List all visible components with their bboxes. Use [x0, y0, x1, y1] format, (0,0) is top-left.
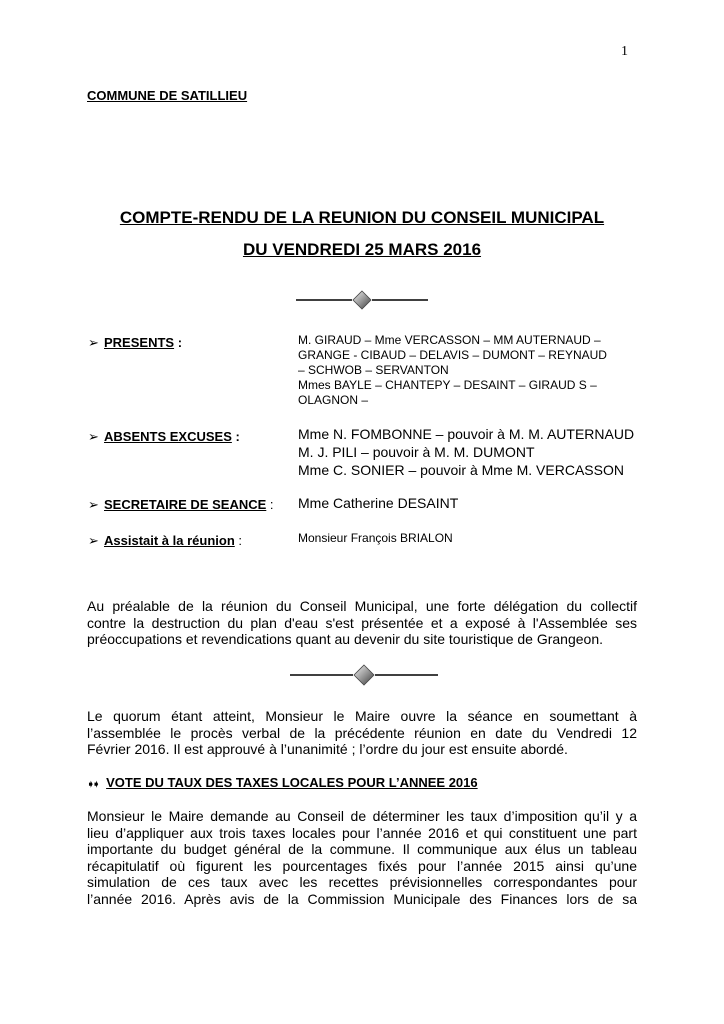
intro-paragraph	[87, 598, 637, 648]
paragraph-line: préoccupations et revendications quant au devenir du site touristique de Grangeon.	[87, 631, 604, 647]
secretaire-value: Mme Catherine DESAINT	[298, 495, 459, 511]
presents-line: M. GIRAUD – Mme VERCASSON – MM AUTERNAUD –	[298, 333, 601, 347]
paragraph-line: l’assemblée le procès verbal de la précédente réunion en date du Vendredi 12	[87, 724, 637, 741]
ornament-divider	[294, 290, 430, 310]
paragraph-line: Monsieur le Maire demande au Conseil de déterminer les taux d’imposition qu’il y a	[87, 808, 637, 824]
paragraph-line: récapitulatif où figurent les pourcentages fixés pour l’année 2015 ainsi qu’une	[87, 857, 637, 874]
paragraph-line: l’année 2016. Après avis de la Commission Municipale des Finances lors de sa	[87, 890, 637, 907]
paragraph-line: Au préalable de la réunion du Conseil Municipal, une forte délégation du collectif	[87, 598, 637, 614]
secretaire-label	[88, 497, 274, 513]
title-line-2: DU VENDREDI 25 MARS 2016	[242, 240, 482, 259]
paragraph-line: contre la destruction du plan d'eau s'est présentée et a exposé à l'Assemblée ses	[87, 614, 637, 631]
arrow-bullet-icon: ➢	[88, 533, 99, 548]
paragraph-line: Février 2016. Il est approuvé à l’unanimité ; l’ordre du jour est ensuite abordé.	[87, 741, 568, 757]
absents-line: Mme C. SONIER – pouvoir à Mme M. VERCASSON	[298, 462, 624, 478]
double-arrow-bullet-icon: ➧➧	[87, 779, 99, 789]
taxes-paragraph	[87, 808, 637, 907]
paragraph-line: importante du budget général de la commune. Il communique aux élus un tableau	[87, 841, 637, 857]
paragraph-line: Le quorum étant atteint, Monsieur le Maire ouvre la séance en soumettant à	[87, 708, 637, 724]
quorum-paragraph	[87, 708, 637, 758]
presents-line: OLAGNON –	[298, 393, 369, 407]
presents-label-text: PRESENTS	[104, 335, 175, 350]
arrow-bullet-icon: ➢	[88, 335, 99, 350]
page-number: 1	[621, 44, 628, 59]
absents-line: M. J. PILI – pouvoir à M. M. DUMONT	[298, 444, 535, 460]
absents-label-suffix: :	[231, 429, 240, 444]
secretaire-label-suffix: :	[266, 497, 274, 512]
absents-list	[298, 425, 634, 479]
presents-line: Mmes BAYLE – CHANTEPY – DESAINT – GIRAUD S –	[298, 378, 597, 392]
assistait-label-text: Assistait à la réunion	[104, 533, 235, 548]
paragraph-line: simulation de ces taux avec les recettes prévisionnelles correspondantes pour	[87, 874, 637, 890]
absents-label-text: ABSENTS EXCUSES	[104, 429, 232, 444]
section-heading	[87, 775, 478, 790]
title-line-1: COMPTE-RENDU DE LA REUNION DU CONSEIL MUNICIPAL	[119, 208, 605, 227]
presents-label	[88, 335, 182, 351]
presents-list	[298, 333, 652, 408]
commune-heading: COMMUNE DE SATILLIEU	[87, 88, 248, 103]
presents-label-suffix: :	[174, 335, 183, 350]
absents-label	[88, 429, 240, 445]
secretaire-label-text: SECRETAIRE DE SEANCE	[104, 497, 267, 512]
ornament-divider	[288, 664, 440, 686]
assistait-label	[88, 533, 242, 549]
arrow-bullet-icon: ➢	[88, 497, 99, 512]
assistait-value: Monsieur François BRIALON	[298, 531, 453, 545]
presents-line: GRANGE - CIBAUD – DELAVIS – DUMONT – REYNAUD	[298, 348, 607, 362]
assistait-label-suffix: :	[234, 533, 242, 548]
absents-line: Mme N. FOMBONNE – pouvoir à M. M. AUTERNAUD	[298, 426, 635, 442]
presents-line: – SCHWOB – SERVANTON	[298, 363, 449, 377]
paragraph-line: lieu d’appliquer aux trois taxes locales pour l’année 2016 et qui constituent une part	[87, 824, 637, 841]
arrow-bullet-icon: ➢	[88, 429, 99, 444]
section-title: VOTE DU TAUX DES TAXES LOCALES POUR L’ANNEE 2016	[106, 775, 478, 790]
